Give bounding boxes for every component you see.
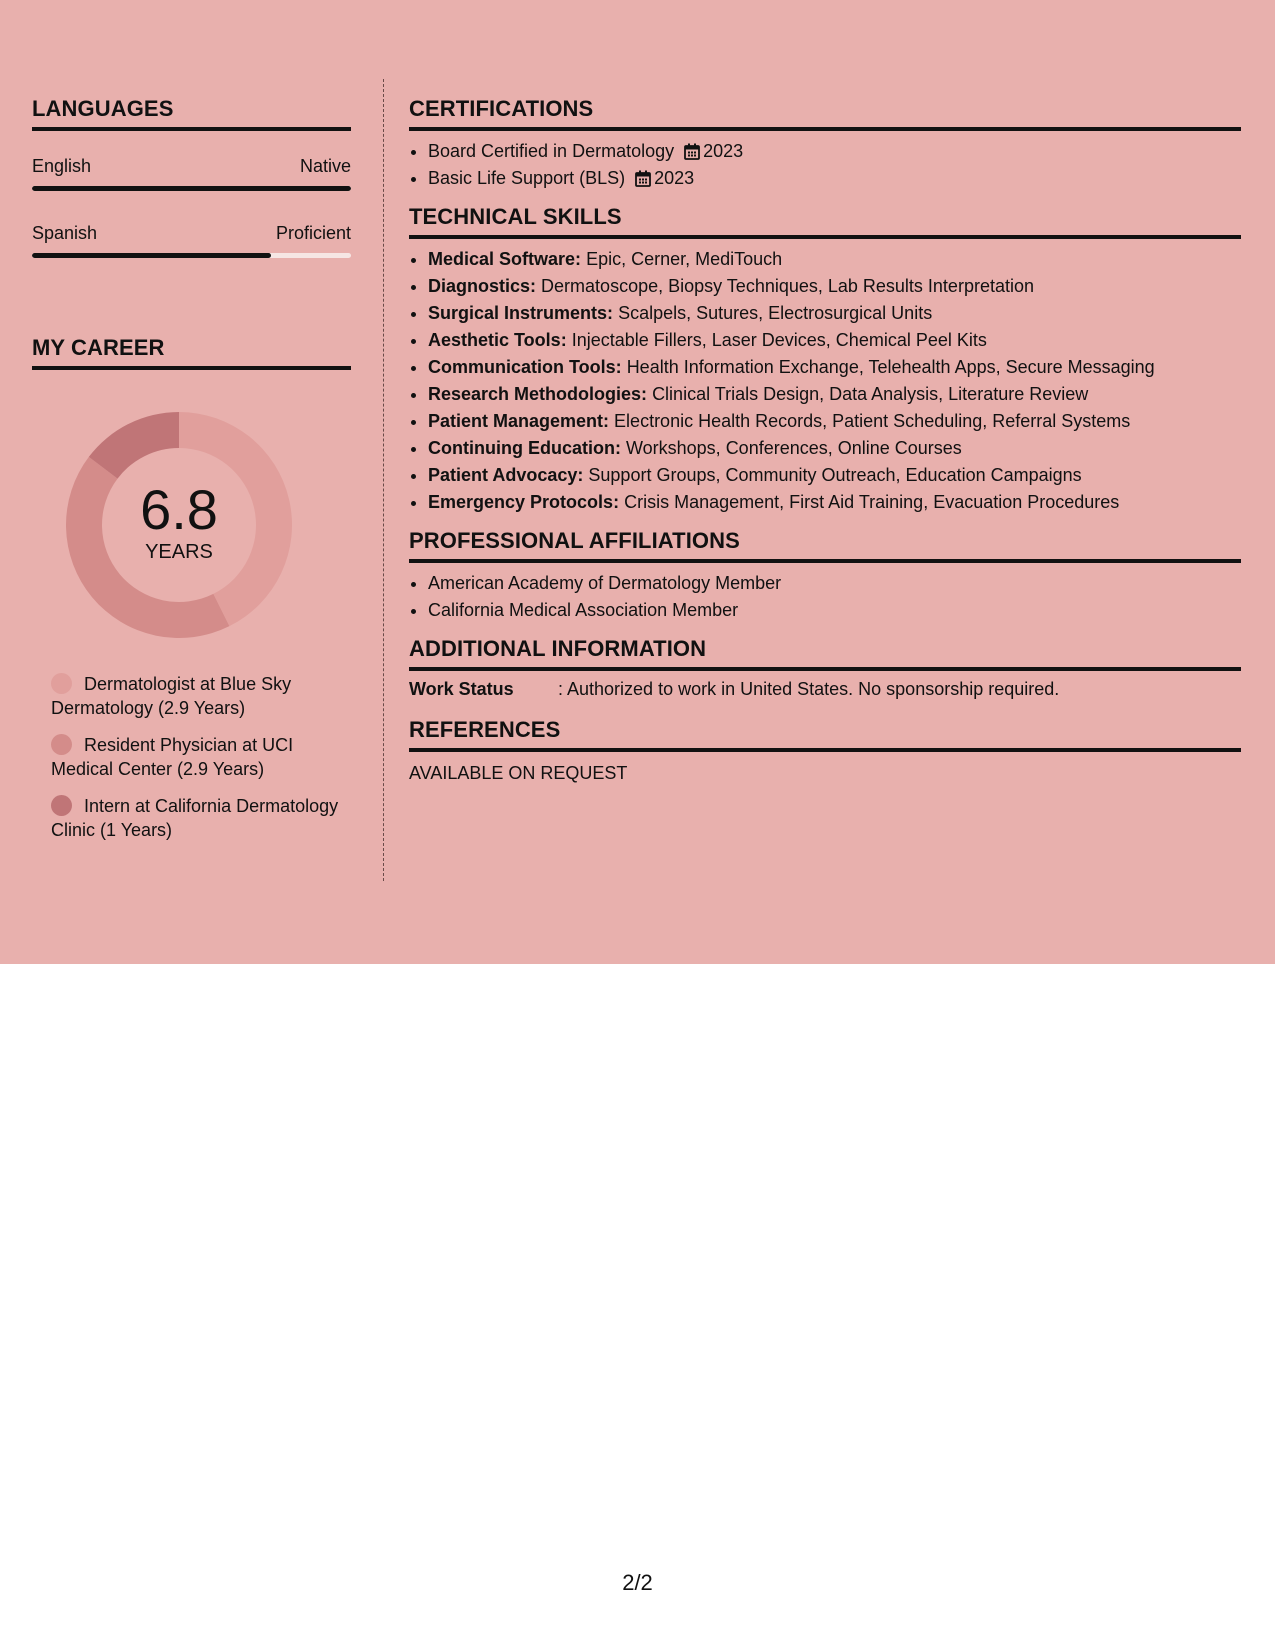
column-divider	[383, 79, 384, 881]
skill-value: Crisis Management, First Aid Training, Evacuation Procedures	[624, 492, 1120, 512]
career-legend-item	[51, 733, 351, 781]
skill-value: Dermatoscope, Biopsy Techniques, Lab Results Interpretation	[541, 276, 1034, 296]
career-donut-chart	[66, 412, 292, 638]
certifications-section	[409, 96, 1241, 192]
language-name: English	[32, 156, 92, 176]
references-title: REFERENCES	[409, 717, 1241, 752]
skill-label: Emergency Protocols:	[428, 492, 620, 512]
skill-label: Research Methodologies:	[428, 384, 648, 404]
affiliations-list	[409, 570, 1241, 624]
skill-item	[428, 462, 1241, 489]
right-column	[409, 96, 1241, 787]
technical-skills-title: TECHNICAL SKILLS	[409, 204, 1241, 239]
legend-dot	[51, 734, 72, 755]
language-bar	[32, 253, 351, 258]
career-section	[32, 335, 351, 842]
career-total-unit: YEARS	[145, 541, 213, 563]
career-legend-label: Resident Physician at UCI Medical Center (2.9 Years)	[51, 735, 294, 779]
skill-item	[428, 273, 1241, 300]
language-level: Native	[299, 156, 351, 176]
skill-label: Aesthetic Tools:	[428, 330, 567, 350]
certification-year: 2023	[703, 141, 744, 161]
skill-item	[428, 435, 1241, 462]
career-legend-label: Intern at California Dermatology Clinic (1 Years)	[51, 796, 339, 840]
skill-value: Injectable Fillers, Laser Devices, Chemical Peel Kits	[571, 330, 987, 350]
work-status-label: Work Status	[409, 679, 514, 699]
career-total-years: 6.8	[140, 478, 218, 541]
legend-dot	[51, 795, 72, 816]
certifications-title: CERTIFICATIONS	[409, 96, 1241, 131]
skill-value: Epic, Cerner, MediTouch	[586, 249, 783, 269]
work-status-row	[409, 676, 1241, 703]
skill-value: Electronic Health Records, Patient Scheduling, Referral Systems	[614, 411, 1131, 431]
calendar-icon	[684, 143, 700, 160]
skill-label: Patient Advocacy:	[428, 465, 584, 485]
skill-value: Workshops, Conferences, Online Courses	[625, 438, 962, 458]
skill-value: Scalpels, Sutures, Electrosurgical Units	[618, 303, 933, 323]
donut-center	[66, 412, 292, 638]
references-text: AVAILABLE ON REQUEST	[409, 763, 628, 783]
certification-item	[428, 165, 1241, 192]
references-section	[409, 717, 1241, 787]
affiliations-title: PROFESSIONAL AFFILIATIONS	[409, 528, 1241, 563]
certifications-list	[409, 138, 1241, 192]
skill-value: Support Groups, Community Outreach, Education Campaigns	[588, 465, 1082, 485]
language-bar	[32, 186, 351, 191]
skill-label: Surgical Instruments:	[428, 303, 614, 323]
career-legend-item	[51, 672, 351, 720]
legend-dot	[51, 673, 72, 694]
career-legend-label: Dermatologist at Blue Sky Dermatology (2.9 Years)	[51, 674, 292, 718]
languages-title: LANGUAGES	[32, 96, 351, 131]
technical-skills-section	[409, 204, 1241, 516]
skill-value: Health Information Exchange, Telehealth Apps, Secure Messaging	[626, 357, 1155, 377]
skill-label: Continuing Education:	[428, 438, 621, 458]
language-bar-fill	[32, 186, 351, 191]
certification-name: Basic Life Support (BLS)	[428, 168, 626, 188]
affiliation-item: • American Academy of Dermatology Member	[428, 570, 1241, 597]
skill-label: Communication Tools:	[428, 357, 622, 377]
career-legend-item	[51, 794, 351, 842]
language-level: Proficient	[275, 223, 351, 243]
language-bar-fill	[32, 253, 271, 258]
affiliations-section	[409, 528, 1241, 624]
skill-value: Clinical Trials Design, Data Analysis, Literature Review	[652, 384, 1089, 404]
left-column	[32, 96, 351, 855]
work-status-value: : Authorized to work in United States. No sponsorship required.	[558, 679, 1060, 699]
affiliation-item: • California Medical Association Member	[428, 597, 1241, 624]
certification-year: 2023	[654, 168, 695, 188]
certification-name: Board Certified in Dermatology	[428, 141, 675, 161]
skill-item	[428, 246, 1241, 273]
language-item	[32, 155, 351, 191]
additional-info-section	[409, 636, 1241, 703]
skill-item	[428, 408, 1241, 435]
career-legend	[51, 672, 351, 842]
skill-label: Diagnostics:	[428, 276, 537, 296]
skill-item	[428, 489, 1241, 516]
language-name: Spanish	[32, 223, 98, 243]
career-title: MY CAREER	[32, 335, 351, 370]
skill-item	[428, 381, 1241, 408]
page-number: 2/2	[622, 1570, 653, 1595]
languages-section	[32, 96, 351, 258]
skill-label: Medical Software:	[428, 249, 582, 269]
technical-skills-list	[409, 246, 1241, 516]
skill-item	[428, 354, 1241, 381]
skill-item	[428, 327, 1241, 354]
skill-label: Patient Management:	[428, 411, 610, 431]
skill-item	[428, 300, 1241, 327]
calendar-icon	[635, 170, 651, 187]
additional-info-title: ADDITIONAL INFORMATION	[409, 636, 1241, 671]
certification-item	[428, 138, 1241, 165]
language-item	[32, 222, 351, 258]
